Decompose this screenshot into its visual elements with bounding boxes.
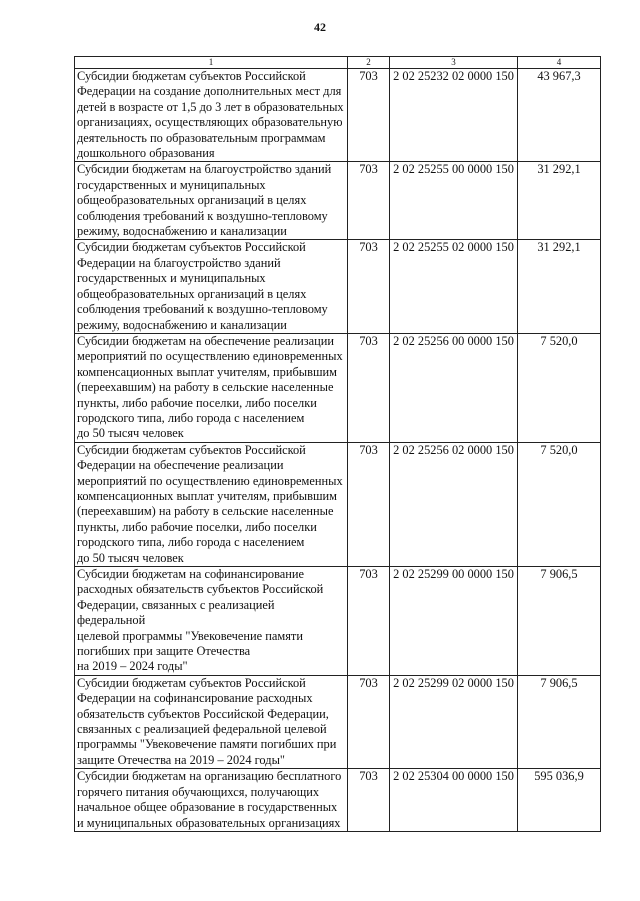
row-admin-code: 703 <box>348 769 390 832</box>
column-header-3: 3 <box>390 57 518 69</box>
budget-table <box>74 56 601 832</box>
row-admin-code: 703 <box>348 567 390 676</box>
table-row <box>75 240 601 333</box>
row-admin-code: 703 <box>348 675 390 768</box>
table-row <box>75 333 601 442</box>
row-budget-code: 2 02 25255 02 0000 150 <box>390 240 518 333</box>
table-row <box>75 567 601 676</box>
row-budget-code: 2 02 25232 02 0000 150 <box>390 69 518 162</box>
row-amount: 7 906,5 <box>518 675 601 768</box>
row-amount: 595 036,9 <box>518 769 601 832</box>
row-amount: 7 520,0 <box>518 442 601 566</box>
table-row <box>75 769 601 832</box>
column-header-1: 1 <box>75 57 348 69</box>
row-amount: 31 292,1 <box>518 240 601 333</box>
row-description: Субсидии бюджетам субъектов Российской Федерации на софинансирование расходных обязательств субъектов Российской Федерации, связанных с реализацией федеральной целевой программы "Увековечение памяти погибших при защите Отечества на 2019 – 2024 годы" <box>75 675 348 768</box>
row-admin-code: 703 <box>348 162 390 240</box>
table-row <box>75 69 601 162</box>
row-description: Субсидии бюджетам на софинансирование расходных обязательств субъектов Российской Федерации, связанных с реализацией федеральной целевой программы "Увековечение памяти погибших при защите Отечества на 2019 – 2024 годы" <box>75 567 348 676</box>
row-admin-code: 703 <box>348 240 390 333</box>
row-description: Субсидии бюджетам на обеспечение реализации мероприятий по осуществлению единовременных компенсационных выплат учителям, прибывшим (переехавшим) на работу в сельские населенные пункты, либо рабочие поселки, либо поселки городского типа, либо города с населением до 50 тысяч человек <box>75 333 348 442</box>
table-header <box>75 57 601 69</box>
row-amount: 43 967,3 <box>518 69 601 162</box>
row-amount: 31 292,1 <box>518 162 601 240</box>
table-body <box>75 69 601 832</box>
column-header-4: 4 <box>518 57 601 69</box>
row-amount: 7 906,5 <box>518 567 601 676</box>
column-header-2: 2 <box>348 57 390 69</box>
row-budget-code: 2 02 25299 02 0000 150 <box>390 675 518 768</box>
row-budget-code: 2 02 25299 00 0000 150 <box>390 567 518 676</box>
row-amount: 7 520,0 <box>518 333 601 442</box>
row-admin-code: 703 <box>348 69 390 162</box>
table-row <box>75 675 601 768</box>
page-number: 42 <box>314 20 326 34</box>
row-budget-code: 2 02 25255 00 0000 150 <box>390 162 518 240</box>
row-admin-code: 703 <box>348 333 390 442</box>
row-budget-code: 2 02 25256 00 0000 150 <box>390 333 518 442</box>
table-row <box>75 442 601 566</box>
row-description: Субсидии бюджетам субъектов Российской Федерации на благоустройство зданий государственных и муниципальных общеобразовательных организаций в целях соблюдения требований к воздушно-тепловому режиму, водоснабжению и канализации <box>75 240 348 333</box>
row-budget-code: 2 02 25256 02 0000 150 <box>390 442 518 566</box>
row-description: Субсидии бюджетам на организацию бесплатного горячего питания обучающихся, получающих начальное общее образование в государственных и муниципальных образовательных организациях <box>75 769 348 832</box>
table-row <box>75 162 601 240</box>
row-description: Субсидии бюджетам на благоустройство зданий государственных и муниципальных общеобразовательных организаций в целях соблюдения требований к воздушно-тепловому режиму, водоснабжению и канализации <box>75 162 348 240</box>
header-row <box>75 57 601 69</box>
row-budget-code: 2 02 25304 00 0000 150 <box>390 769 518 832</box>
row-description: Субсидии бюджетам субъектов Российской Федерации на обеспечение реализации мероприятий по осуществлению единовременных компенсационных выплат учителям, прибывшим (переехавшим) на работу в сельские населенные пункты, либо рабочие поселки, либо поселки городского типа, либо города с населением до 50 тысяч человек <box>75 442 348 566</box>
row-admin-code: 703 <box>348 442 390 566</box>
row-description: Субсидии бюджетам субъектов Российской Федерации на создание дополнительных мест для детей в возрасте от 1,5 до 3 лет в образовательных организациях, осуществляющих образовательную деятельность по образовательным программам дошкольного образования <box>75 69 348 162</box>
